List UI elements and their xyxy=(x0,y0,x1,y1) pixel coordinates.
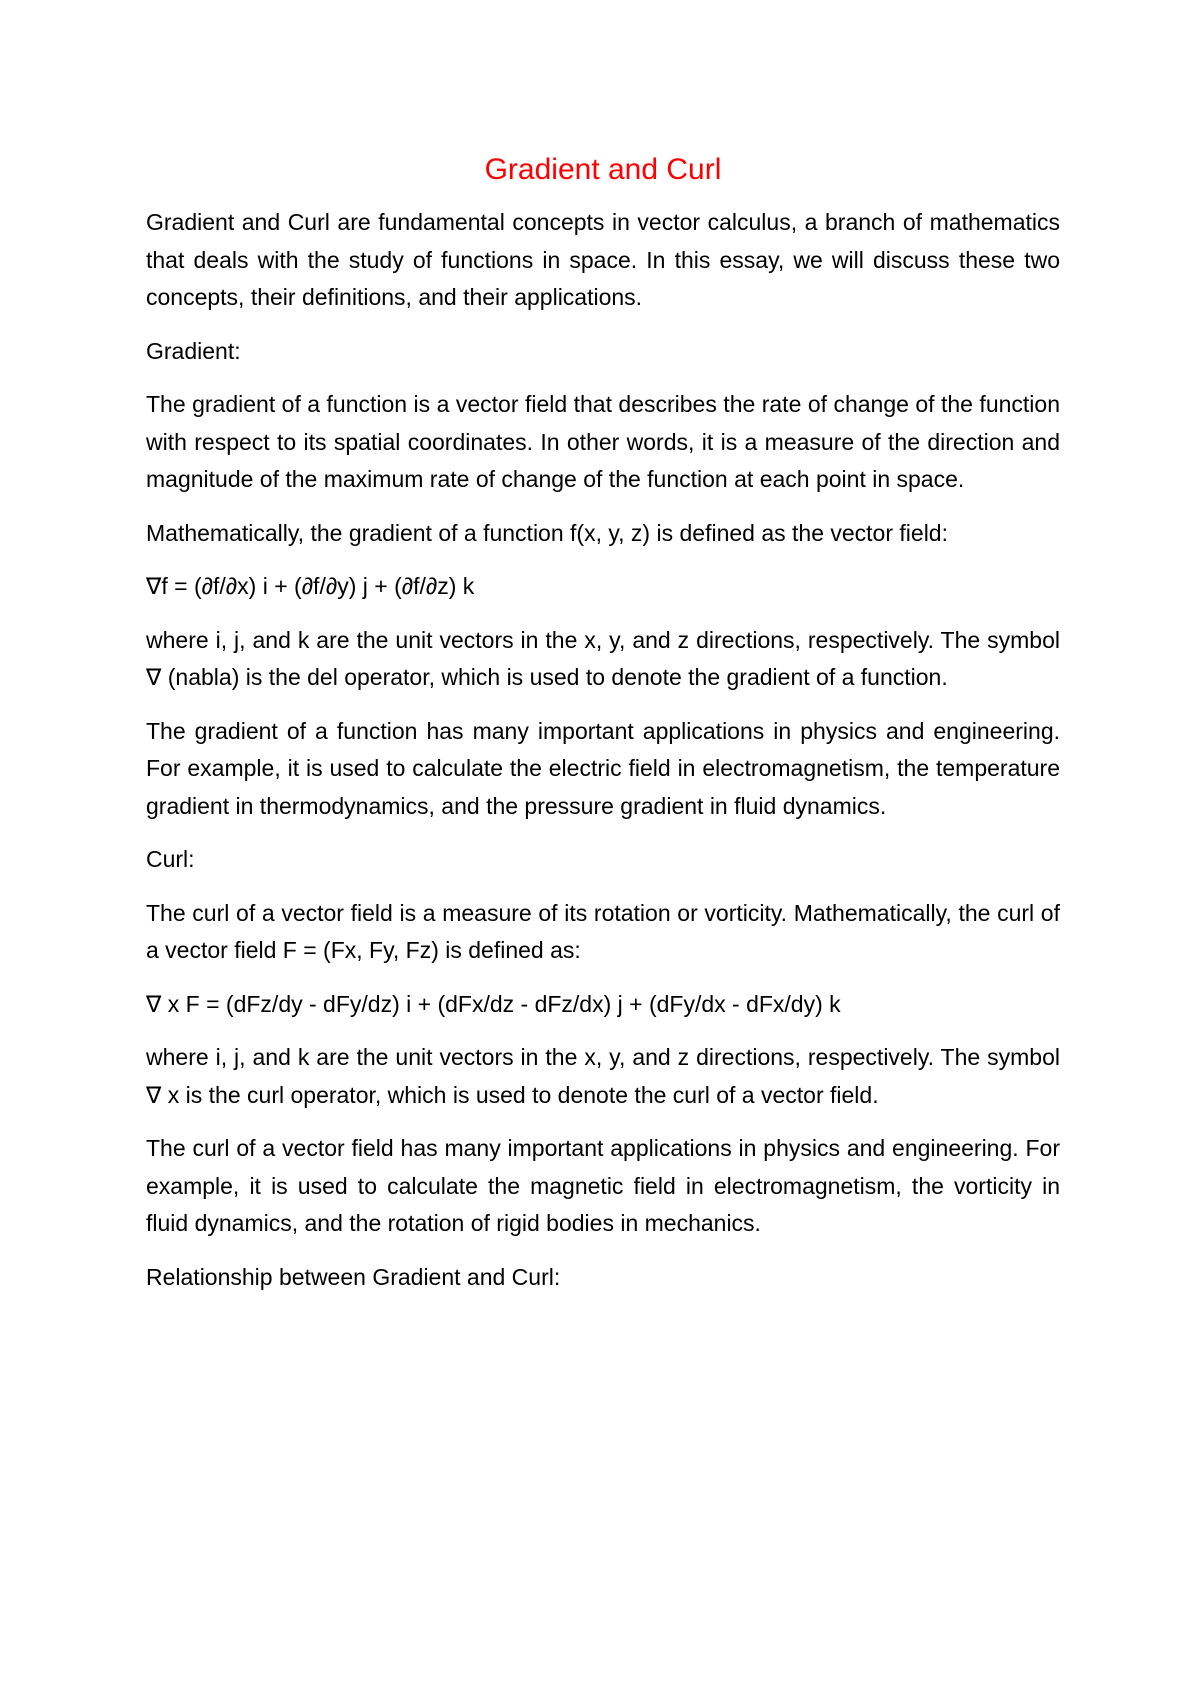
curl-formula: ∇ x F = (dFz/dy - dFy/dz) i + (dFx/dz - dFz/dx) j + (dFy/dx - dFx/dy) k xyxy=(146,990,841,1017)
curl-heading: Curl: xyxy=(146,846,195,872)
curl-symbol-paragraph: where i, j, and k are the unit vectors in the x, y, and z directions, respectively. The symbol ∇ x is the curl operator, which is used to denote the curl of a vector field. xyxy=(146,1044,1060,1108)
gradient-math-paragraph: Mathematically, the gradient of a function f(x, y, z) is defined as the vector field: xyxy=(146,519,948,546)
gradient-applications-paragraph: The gradient of a function has many important applications in physics and engineering. For example, it is used to calculate the electric field in electromagnetism, the temperature gradient in thermodynamics, and the pressure gradient in fluid dynamics. xyxy=(146,717,1060,819)
intro-paragraph: Gradient and Curl are fundamental concepts in vector calculus, a branch of mathematics that deals with the study of functions in space. In this essay, we will discuss these two concepts, their definitions, and their applications. xyxy=(146,209,1060,310)
curl-definition-paragraph: The curl of a vector field is a measure of its rotation or vorticity. Mathematically, the curl of a vector field F = (Fx, Fy, Fz) is defined as: xyxy=(146,899,1060,963)
curl-applications-paragraph: The curl of a vector field has many important applications in physics and engineering. For example, it is used to calculate the magnetic field in electromagnetism, the vorticity in fluid dynamics, and the rotation of rigid bodies in mechanics. xyxy=(146,1135,1060,1236)
gradient-heading: Gradient: xyxy=(146,337,241,364)
gradient-definition-paragraph: The gradient of a function is a vector field that describes the rate of change of the function with respect to its spatial coordinates. In other words, it is a measure of the direction and magnitude of the maximum rate of change of the function at each point in space. xyxy=(146,391,1060,492)
document-title: Gradient and Curl xyxy=(484,153,722,186)
gradient-formula: ∇f = (∂f/∂x) i + (∂f/∂y) j + (∂f/∂z) k xyxy=(146,573,475,599)
gradient-symbol-paragraph: where i, j, and k are the unit vectors in the x, y, and z directions, respectively. The symbol ∇ (nabla) is the del operator, which is used to denote the gradient of a function. xyxy=(146,626,1060,690)
relationship-heading: Relationship between Gradient and Curl: xyxy=(146,1263,561,1290)
document-body xyxy=(146,150,1060,1312)
